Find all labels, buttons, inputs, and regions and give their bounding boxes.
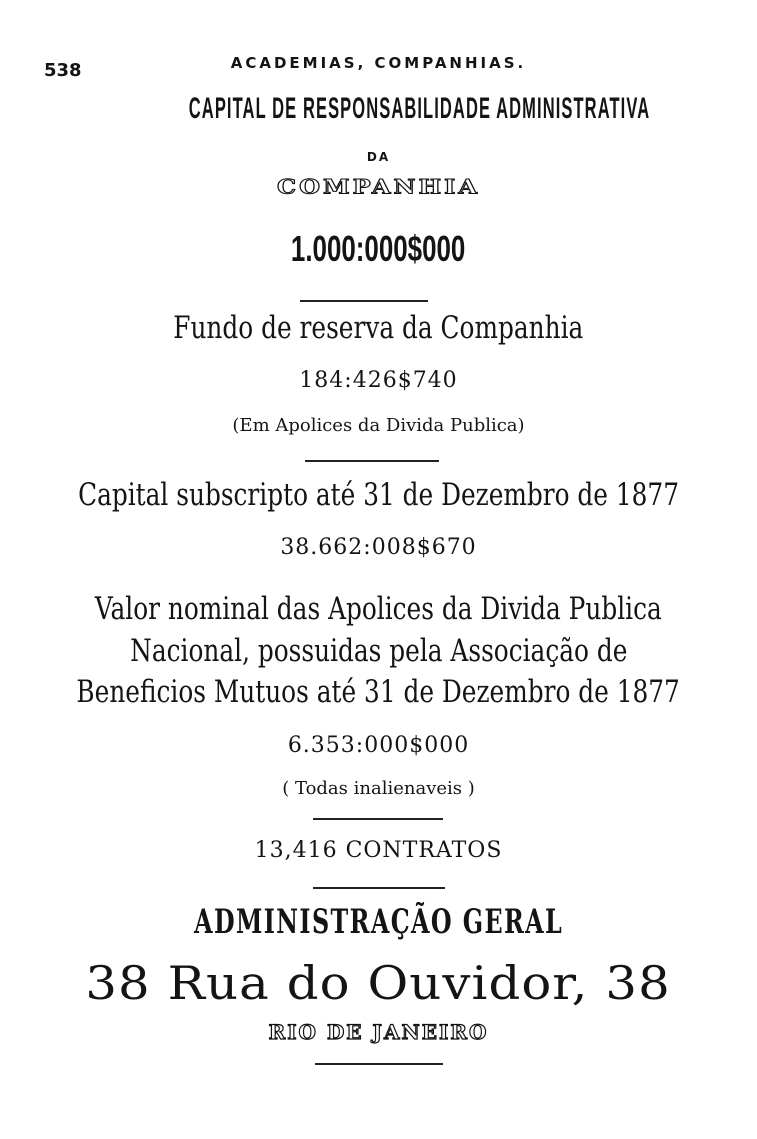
city [0, 1020, 757, 1044]
bonds-line-1-text: Valor nominal das Apolices da Divida Publica [95, 591, 662, 627]
bonds-amount: 6.353:000$000 [287, 733, 470, 758]
administration-heading-text: ADMINISTRAÇÃO GERAL [193, 902, 564, 942]
address-text: 38 Rua do Ouvidor, 38 [85, 956, 672, 1010]
main-title-text: CAPITAL DE RESPONSABILIDADE ADMINISTRATIVA [188, 92, 651, 125]
address [0, 956, 757, 1010]
running-head: ACADEMIAS, COMPANHIAS. [230, 54, 527, 72]
bonds-line-1 [0, 591, 757, 627]
divider [313, 887, 445, 889]
capital-amount-text: 1.000:000$000 [291, 228, 466, 269]
divider [315, 1063, 443, 1065]
reserve-heading-text: Fundo de reserva da Companhia [173, 310, 584, 346]
page-number: 538 [44, 60, 82, 81]
main-title [0, 92, 757, 126]
divider [313, 818, 443, 820]
reserve-note: (Em Apolices da Divida Publica) [232, 415, 525, 436]
city-text: RIO DE JANEIRO [268, 1020, 489, 1044]
subscribed-heading [0, 477, 757, 513]
reserve-heading [0, 310, 757, 346]
bonds-line-2 [0, 633, 757, 669]
bonds-line-2-text: Nacional, possuidas pela Associação de [129, 633, 628, 669]
contracts-count: 13,416 CONTRATOS [254, 838, 503, 863]
divider [305, 460, 439, 462]
company-title-text: COMPANHIA [277, 174, 480, 199]
title-connector: DA [366, 150, 391, 164]
capital-amount [0, 228, 757, 270]
bonds-note: ( Todas inalienaveis ) [282, 778, 475, 799]
bonds-line-3 [0, 674, 757, 710]
company-title [0, 172, 757, 201]
administration-heading [0, 902, 757, 942]
subscribed-heading-text: Capital subscripto até 31 de Dezembro de 1877 [78, 477, 679, 513]
bonds-line-3-text: Beneficios Mutuos até 31 de Dezembro de 1877 [76, 674, 681, 710]
subscribed-amount: 38.662:008$670 [280, 535, 477, 560]
divider [300, 300, 428, 302]
reserve-amount: 184:426$740 [299, 368, 458, 393]
